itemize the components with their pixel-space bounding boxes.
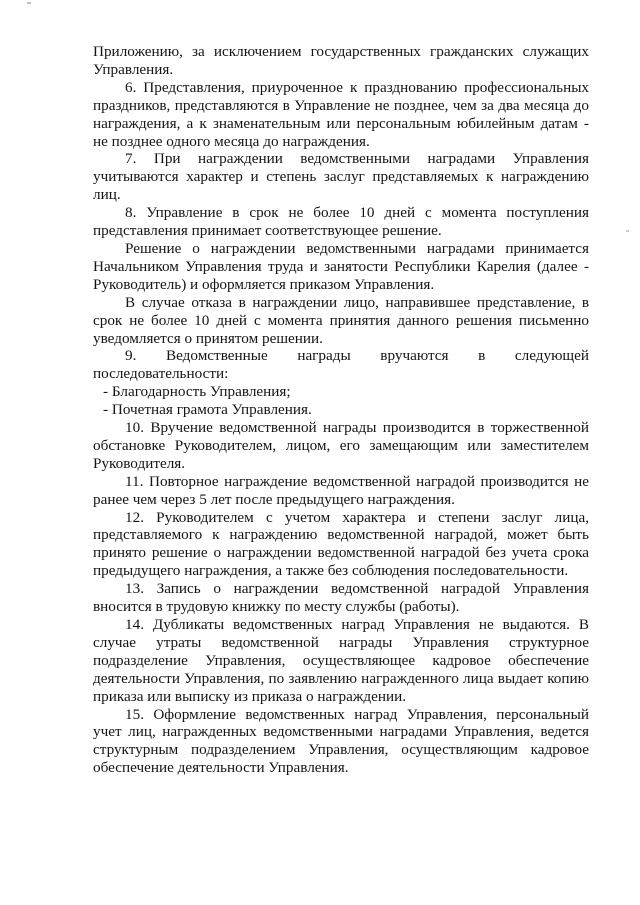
scan-mark (626, 230, 629, 232)
paragraph-refusal: В случае отказа в награждении лицо, направившее представление, в срок не более 10 дней с момента принятия данного решения письменно уведомляется о принятом решении. (93, 293, 589, 347)
paragraph-item-11: 11. Повторное награждение ведомственной наградой производится не ранее чем через 5 лет после предыдущего награждения. (93, 472, 589, 508)
paragraph-item-15: 15. Оформление ведомственных наград Управления, персональный учет лиц, награжденных ведомственными наградами Управления, ведется структурным подразделением Управления, осуществляющим кадровое обеспечение деятельности Управления. (93, 705, 589, 777)
paragraph-item-8: 8. Управление в срок не более 10 дней с момента поступления представления принимает соответствующее решение. (93, 204, 589, 240)
paragraph-item-6: 6. Представления, приуроченное к празднованию профессиональных праздников, представляются в Управление не позднее, чем за два месяца до награждения, а к знаменательным или персональным юбилейным датам - не позднее одного месяца до награждения. (93, 78, 589, 150)
list-item-certificate: - Почетная грамота Управления. (103, 401, 312, 419)
list-item-gratitude: - Благодарность Управления; (103, 383, 291, 401)
paragraph-decision: Решение о награждении ведомственными наградами принимается Начальником Управления труда и занятости Республики Карелия (далее - Руководитель) и оформляется приказом Управления. (93, 239, 589, 293)
scan-mark (27, 2, 31, 4)
paragraph-item-7: 7. При награждении ведомственными наградами Управления учитываются характер и степень заслуг представляемых к награждению лиц. (93, 150, 589, 204)
paragraph-item-12: 12. Руководителем с учетом характера и степени заслуг лица, представляемого к награждению ведомственной наградой, может быть принято решение о награждении ведомственной наградой без учета срока предыдущего награждения, а также без соблюдения последовательности. (93, 508, 589, 580)
paragraph-item-9: 9. Ведомственные награды вручаются в следующей последовательности: (93, 347, 589, 383)
paragraph-item-14: 14. Дубликаты ведомственных наград Управления не выдаются. В случае утраты ведомственной награды Управления структурное подразделение Управления, осуществляющее кадровое обеспечение деятельности Управления, по заявлению награжденного лица выдает копию приказа или выписку из приказа о награждении. (93, 616, 589, 705)
paragraph-item-10: 10. Вручение ведомственной награды производится в торжественной обстановке Руководителем, лицом, его замещающим или заместителем Руководителя. (93, 419, 589, 472)
document-body (93, 43, 589, 777)
paragraph-continuation: Приложению, за исключением государственных гражданских служащих Управления. (93, 43, 589, 78)
paragraph-item-13: 13. Запись о награждении ведомственной наградой Управления вносится в трудовую книжку по месту службы (работы). (93, 580, 589, 616)
